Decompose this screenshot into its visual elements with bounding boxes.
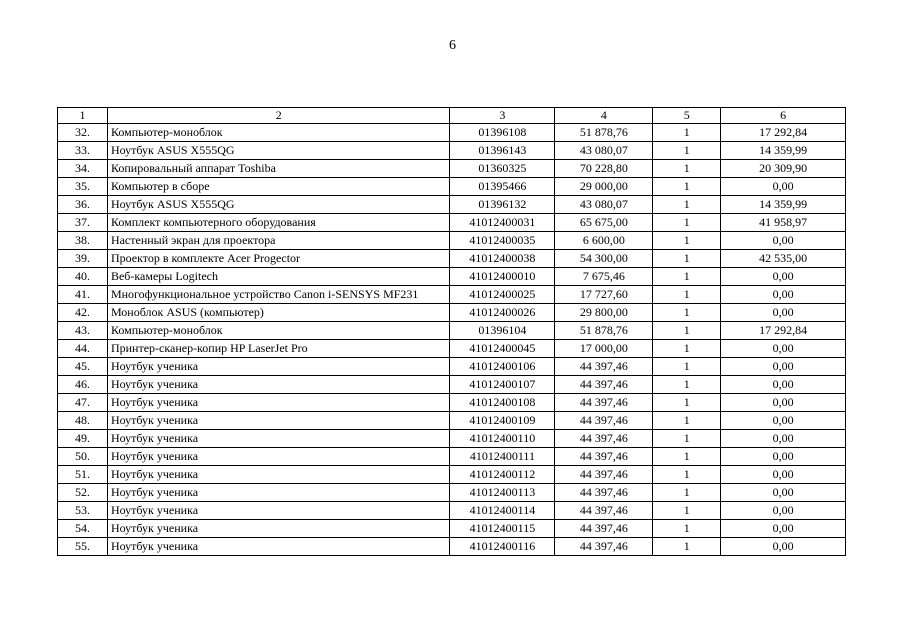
inventory-number-cell: 41012400116 <box>450 538 555 556</box>
table-row <box>58 196 846 214</box>
cost-cell: 17 727,60 <box>555 286 653 304</box>
cost-cell: 44 397,46 <box>555 412 653 430</box>
quantity-cell: 1 <box>653 178 721 196</box>
row-number-cell: 49. <box>58 430 108 448</box>
cost-cell: 51 878,76 <box>555 124 653 142</box>
cost-cell: 70 228,80 <box>555 160 653 178</box>
column-header-2: 2 <box>107 108 450 124</box>
inventory-number-cell: 41012400113 <box>450 484 555 502</box>
cost-cell: 44 397,46 <box>555 538 653 556</box>
inventory-number-cell: 41012400025 <box>450 286 555 304</box>
cost-cell: 43 080,07 <box>555 196 653 214</box>
inventory-table <box>57 107 846 556</box>
residual-value-cell: 0,00 <box>721 466 846 484</box>
row-number-cell: 53. <box>58 502 108 520</box>
item-name-cell: Ноутбук ученика <box>107 538 450 556</box>
residual-value-cell: 0,00 <box>721 286 846 304</box>
row-number-cell: 32. <box>58 124 108 142</box>
table-row <box>58 484 846 502</box>
row-number-cell: 45. <box>58 358 108 376</box>
quantity-cell: 1 <box>653 196 721 214</box>
row-number-cell: 54. <box>58 520 108 538</box>
table-row <box>58 376 846 394</box>
cost-cell: 44 397,46 <box>555 484 653 502</box>
residual-value-cell: 0,00 <box>721 340 846 358</box>
item-name-cell: Моноблок ASUS (компьютер) <box>107 304 450 322</box>
residual-value-cell: 0,00 <box>721 502 846 520</box>
row-number-cell: 39. <box>58 250 108 268</box>
item-name-cell: Компьютер-моноблок <box>107 322 450 340</box>
quantity-cell: 1 <box>653 430 721 448</box>
residual-value-cell: 0,00 <box>721 394 846 412</box>
residual-value-cell: 0,00 <box>721 376 846 394</box>
quantity-cell: 1 <box>653 484 721 502</box>
inventory-number-cell: 41012400114 <box>450 502 555 520</box>
cost-cell: 29 000,00 <box>555 178 653 196</box>
cost-cell: 44 397,46 <box>555 394 653 412</box>
row-number-cell: 44. <box>58 340 108 358</box>
table-row <box>58 538 846 556</box>
residual-value-cell: 0,00 <box>721 268 846 286</box>
item-name-cell: Ноутбук ученика <box>107 466 450 484</box>
cost-cell: 44 397,46 <box>555 502 653 520</box>
quantity-cell: 1 <box>653 412 721 430</box>
inventory-number-cell: 01396132 <box>450 196 555 214</box>
residual-value-cell: 0,00 <box>721 430 846 448</box>
table-row <box>58 142 846 160</box>
table-row <box>58 520 846 538</box>
residual-value-cell: 0,00 <box>721 178 846 196</box>
table-row <box>58 340 846 358</box>
table-row <box>58 502 846 520</box>
quantity-cell: 1 <box>653 376 721 394</box>
cost-cell: 51 878,76 <box>555 322 653 340</box>
inventory-number-cell: 41012400035 <box>450 232 555 250</box>
row-number-cell: 36. <box>58 196 108 214</box>
item-name-cell: Компьютер в сборе <box>107 178 450 196</box>
residual-value-cell: 42 535,00 <box>721 250 846 268</box>
table-row <box>58 178 846 196</box>
item-name-cell: Настенный экран для проектора <box>107 232 450 250</box>
item-name-cell: Комплект компьютерного оборудования <box>107 214 450 232</box>
row-number-cell: 47. <box>58 394 108 412</box>
row-number-cell: 33. <box>58 142 108 160</box>
item-name-cell: Копировальный аппарат Toshiba <box>107 160 450 178</box>
cost-cell: 29 800,00 <box>555 304 653 322</box>
quantity-cell: 1 <box>653 340 721 358</box>
inventory-number-cell: 41012400106 <box>450 358 555 376</box>
table-row <box>58 124 846 142</box>
table-row <box>58 394 846 412</box>
cost-cell: 17 000,00 <box>555 340 653 358</box>
cost-cell: 7 675,46 <box>555 268 653 286</box>
item-name-cell: Ноутбук ученика <box>107 394 450 412</box>
residual-value-cell: 14 359,99 <box>721 142 846 160</box>
table-row <box>58 412 846 430</box>
inventory-number-cell: 41012400110 <box>450 430 555 448</box>
table-row <box>58 268 846 286</box>
inventory-number-cell: 41012400109 <box>450 412 555 430</box>
page-number: 6 <box>449 38 456 53</box>
row-number-cell: 40. <box>58 268 108 286</box>
table-row <box>58 286 846 304</box>
row-number-cell: 50. <box>58 448 108 466</box>
quantity-cell: 1 <box>653 520 721 538</box>
quantity-cell: 1 <box>653 502 721 520</box>
quantity-cell: 1 <box>653 250 721 268</box>
item-name-cell: Ноутбук ученика <box>107 376 450 394</box>
table-row <box>58 466 846 484</box>
table-row <box>58 214 846 232</box>
residual-value-cell: 0,00 <box>721 484 846 502</box>
quantity-cell: 1 <box>653 304 721 322</box>
table-row <box>58 160 846 178</box>
residual-value-cell: 41 958,97 <box>721 214 846 232</box>
quantity-cell: 1 <box>653 448 721 466</box>
table-row <box>58 322 846 340</box>
column-header-1: 1 <box>58 108 108 124</box>
quantity-cell: 1 <box>653 160 721 178</box>
residual-value-cell: 0,00 <box>721 448 846 466</box>
row-number-cell: 55. <box>58 538 108 556</box>
row-number-cell: 38. <box>58 232 108 250</box>
item-name-cell: Проектор в комплекте Acer Progector <box>107 250 450 268</box>
residual-value-cell: 17 292,84 <box>721 322 846 340</box>
quantity-cell: 1 <box>653 232 721 250</box>
cost-cell: 44 397,46 <box>555 376 653 394</box>
row-number-cell: 35. <box>58 178 108 196</box>
quantity-cell: 1 <box>653 214 721 232</box>
residual-value-cell: 20 309,90 <box>721 160 846 178</box>
header-row <box>58 108 846 124</box>
item-name-cell: Многофункциональное устройство Canon i-SENSYS MF231 <box>107 286 450 304</box>
row-number-cell: 48. <box>58 412 108 430</box>
residual-value-cell: 17 292,84 <box>721 124 846 142</box>
column-header-3: 3 <box>450 108 555 124</box>
inventory-number-cell: 41012400111 <box>450 448 555 466</box>
cost-cell: 44 397,46 <box>555 520 653 538</box>
row-number-cell: 34. <box>58 160 108 178</box>
table-row <box>58 430 846 448</box>
residual-value-cell: 0,00 <box>721 520 846 538</box>
residual-value-cell: 14 359,99 <box>721 196 846 214</box>
item-name-cell: Принтер-сканер-копир HP LaserJet Pro <box>107 340 450 358</box>
table-row <box>58 448 846 466</box>
table-row <box>58 304 846 322</box>
residual-value-cell: 0,00 <box>721 358 846 376</box>
inventory-number-cell: 41012400115 <box>450 520 555 538</box>
row-number-cell: 41. <box>58 286 108 304</box>
cost-cell: 54 300,00 <box>555 250 653 268</box>
item-name-cell: Ноутбук ASUS X555QG <box>107 142 450 160</box>
item-name-cell: Ноутбук ученика <box>107 520 450 538</box>
cost-cell: 6 600,00 <box>555 232 653 250</box>
inventory-number-cell: 41012400026 <box>450 304 555 322</box>
quantity-cell: 1 <box>653 322 721 340</box>
item-name-cell: Ноутбук ученика <box>107 358 450 376</box>
item-name-cell: Ноутбук ученика <box>107 430 450 448</box>
residual-value-cell: 0,00 <box>721 232 846 250</box>
inventory-number-cell: 01396143 <box>450 142 555 160</box>
residual-value-cell: 0,00 <box>721 412 846 430</box>
quantity-cell: 1 <box>653 466 721 484</box>
inventory-number-cell: 01395466 <box>450 178 555 196</box>
item-name-cell: Ноутбук ученика <box>107 412 450 430</box>
cost-cell: 44 397,46 <box>555 448 653 466</box>
row-number-cell: 43. <box>58 322 108 340</box>
residual-value-cell: 0,00 <box>721 304 846 322</box>
inventory-number-cell: 41012400112 <box>450 466 555 484</box>
item-name-cell: Веб-камеры Logitech <box>107 268 450 286</box>
table-row <box>58 232 846 250</box>
quantity-cell: 1 <box>653 538 721 556</box>
quantity-cell: 1 <box>653 394 721 412</box>
quantity-cell: 1 <box>653 124 721 142</box>
cost-cell: 44 397,46 <box>555 358 653 376</box>
cost-cell: 44 397,46 <box>555 466 653 484</box>
row-number-cell: 42. <box>58 304 108 322</box>
inventory-number-cell: 41012400107 <box>450 376 555 394</box>
row-number-cell: 46. <box>58 376 108 394</box>
inventory-number-cell: 41012400031 <box>450 214 555 232</box>
row-number-cell: 51. <box>58 466 108 484</box>
cost-cell: 44 397,46 <box>555 430 653 448</box>
column-header-5: 5 <box>653 108 721 124</box>
inventory-number-cell: 41012400010 <box>450 268 555 286</box>
inventory-number-cell: 41012400108 <box>450 394 555 412</box>
row-number-cell: 52. <box>58 484 108 502</box>
item-name-cell: Ноутбук ASUS X555QG <box>107 196 450 214</box>
quantity-cell: 1 <box>653 358 721 376</box>
item-name-cell: Ноутбук ученика <box>107 502 450 520</box>
item-name-cell: Ноутбук ученика <box>107 484 450 502</box>
quantity-cell: 1 <box>653 286 721 304</box>
item-name-cell: Компьютер-моноблок <box>107 124 450 142</box>
column-header-4: 4 <box>555 108 653 124</box>
inventory-number-cell: 01396104 <box>450 322 555 340</box>
cost-cell: 43 080,07 <box>555 142 653 160</box>
quantity-cell: 1 <box>653 268 721 286</box>
item-name-cell: Ноутбук ученика <box>107 448 450 466</box>
inventory-number-cell: 41012400038 <box>450 250 555 268</box>
column-header-6: 6 <box>721 108 846 124</box>
row-number-cell: 37. <box>58 214 108 232</box>
table-row <box>58 358 846 376</box>
inventory-number-cell: 41012400045 <box>450 340 555 358</box>
residual-value-cell: 0,00 <box>721 538 846 556</box>
table-body <box>58 124 846 556</box>
table-row <box>58 250 846 268</box>
inventory-number-cell: 01360325 <box>450 160 555 178</box>
cost-cell: 65 675,00 <box>555 214 653 232</box>
quantity-cell: 1 <box>653 142 721 160</box>
inventory-number-cell: 01396108 <box>450 124 555 142</box>
